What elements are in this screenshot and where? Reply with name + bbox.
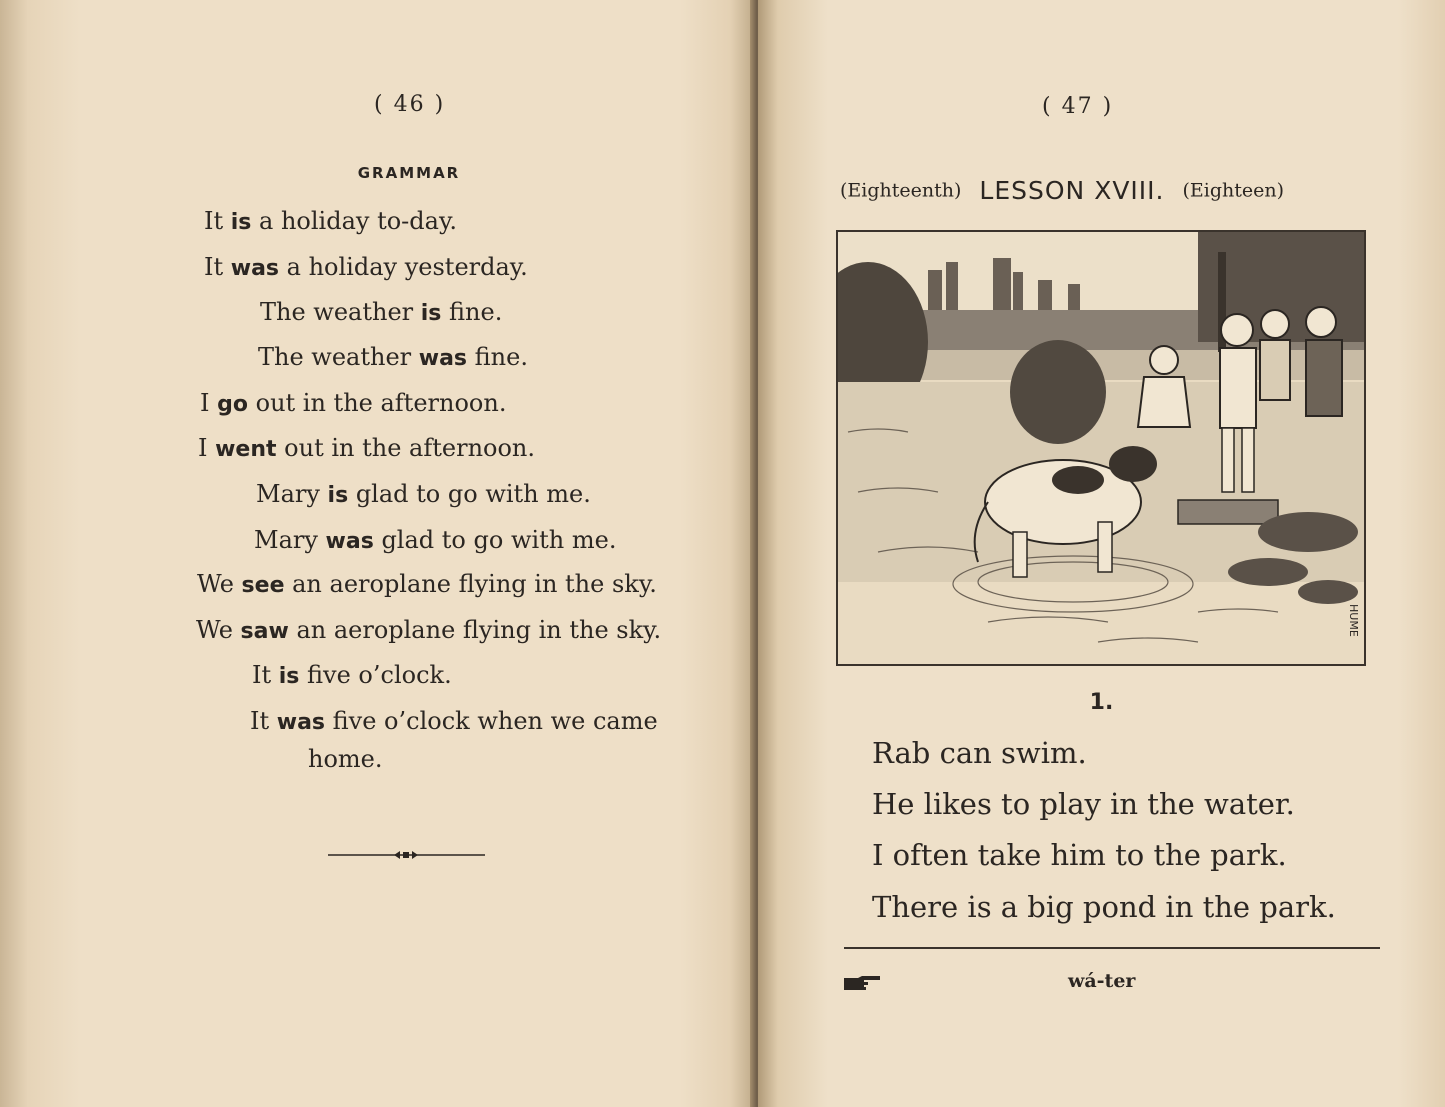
grammar-heading: GRAMMAR: [357, 164, 461, 182]
section-number: 1.: [1089, 690, 1114, 715]
grammar-line: I go out in the afternoon.: [200, 389, 507, 417]
pond-scene-image: [838, 232, 1364, 664]
page-number-46: ( 46 ): [374, 92, 446, 117]
grammar-line: Mary is glad to go with me.: [256, 480, 591, 508]
reading-line: I often take him to the park.: [872, 838, 1287, 872]
grammar-line: We saw an aeroplane flying in the sky.: [196, 616, 662, 644]
reading-line: Rab can swim.: [872, 736, 1087, 770]
grammar-line: I went out in the afternoon.: [198, 434, 536, 462]
right-page: [758, 0, 1445, 1107]
pronunciation-footnote: wá-ter: [1068, 970, 1136, 992]
reading-line: He likes to play in the water.: [872, 787, 1295, 821]
page-number-47: ( 47 ): [1042, 94, 1114, 119]
reading-line: There is a big pond in the park.: [872, 890, 1336, 924]
grammar-line: It was a holiday yesterday.: [204, 253, 528, 281]
lesson-title: LESSON XVIII.: [979, 176, 1165, 205]
grammar-line: home.: [308, 745, 383, 773]
pointing-hand-icon: [842, 974, 882, 992]
ornament-divider: [328, 850, 485, 860]
grammar-line: It is five o’clock.: [252, 661, 452, 689]
grammar-line: We see an aeroplane flying in the sky.: [197, 570, 657, 598]
grammar-line: The weather is fine.: [260, 298, 503, 326]
grammar-line: Mary was glad to go with me.: [254, 526, 617, 554]
lesson-illustration: [836, 230, 1366, 666]
grammar-line: The weather was fine.: [258, 343, 528, 371]
grammar-line: It was five o’clock when we came: [250, 707, 658, 735]
footnote-rule: [844, 947, 1380, 949]
grammar-line: It is a holiday to-day.: [204, 207, 457, 235]
lesson-ordinal-note: (Eighteenth): [840, 179, 962, 202]
lesson-title-row: [840, 176, 1284, 205]
artist-signature: HUME: [1347, 604, 1360, 637]
lesson-number-note: (Eighteen): [1182, 179, 1285, 202]
